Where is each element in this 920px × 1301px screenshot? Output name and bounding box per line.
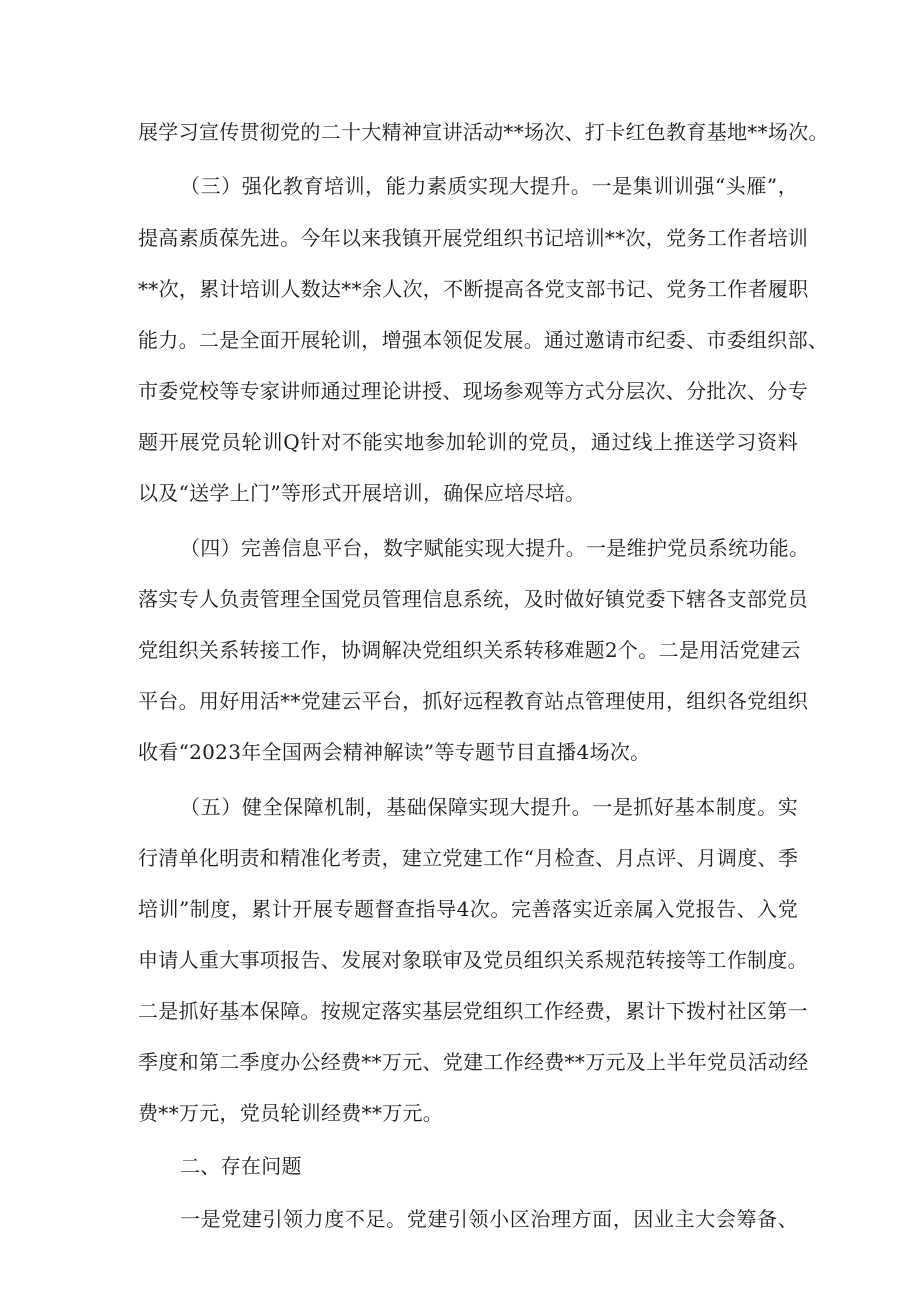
text-line: 季度和第二季度办公经费**万元、党建工作经费**万元及上半年党员活动经: [138, 1050, 809, 1074]
chapter-heading: 二、存在问题: [180, 1154, 302, 1178]
text-line: 收看“2023年全国两会精神解读”等专题节目直播4场次。: [138, 740, 651, 764]
text-line: 市委党校等专家讲师通过理论讲授、现场参观等方式分层次、分批次、分专: [138, 379, 808, 403]
text-line: 能力。二是全面开展轮训，增强本领促发展。通过邀请市纪委、市委组织部、: [138, 328, 829, 352]
text-line: 申请人重大事项报告、发展对象联审及党员组织关系规范转接等工作制度。: [138, 948, 808, 972]
text-line: 费**万元，党员轮训经费**万元。: [138, 1101, 444, 1125]
text-line: 以及“送学上门”等形式开展培训，确保应培尽培。: [138, 481, 586, 505]
section-heading-line: （四）完善信息平台，数字赋能实现大提升。一是维护党员系统功能。: [180, 536, 810, 560]
text-line: 培训”制度，累计开展专题督查指导4次。完善落实近亲属入党报告、入党: [138, 897, 798, 921]
text-line: 一是党建引领力度不足。党建引领小区治理方面，因业主大会筹备、: [180, 1207, 798, 1231]
text-line: 落实专人负责管理全国党员管理信息系统，及时做好镇党委下辖各支部党员: [138, 587, 808, 611]
text-line: 题开展党员轮训Q针对不能实地参加轮训的党员，通过线上推送学习资料: [138, 430, 798, 454]
text-line: 展学习宣传贯彻党的二十大精神宣讲活动**场次、打卡红色教育基地**场次。: [138, 120, 829, 144]
text-line: 提高素质葆先进。今年以来我镇开展党组织书记培训**次，党务工作者培训: [138, 226, 809, 250]
text-line: 党组织关系转接工作，协调解决党组织关系转移难题2个。二是用活党建云: [138, 638, 801, 662]
section-heading-line: （三）强化教育培训，能力素质实现大提升。一是集训训强“头雁”，: [180, 174, 798, 198]
text-line: 行清单化明责和精准化考责，建立党建工作“月检查、月点评、月调度、季: [138, 846, 799, 870]
text-line: 二是抓好基本保障。按规定落实基层党组织工作经费，累计下拨村社区第一: [138, 999, 808, 1023]
section-heading-line: （五）健全保障机制，基础保障实现大提升。一是抓好基本制度。实: [180, 795, 798, 819]
text-line: 平台。用好用活**党建云平台，抓好远程教育站点管理使用，组织各党组织: [138, 689, 809, 713]
text-line: **次，累计培训人数达**余人次，不断提高各党支部书记、党务工作者履职: [138, 277, 809, 301]
